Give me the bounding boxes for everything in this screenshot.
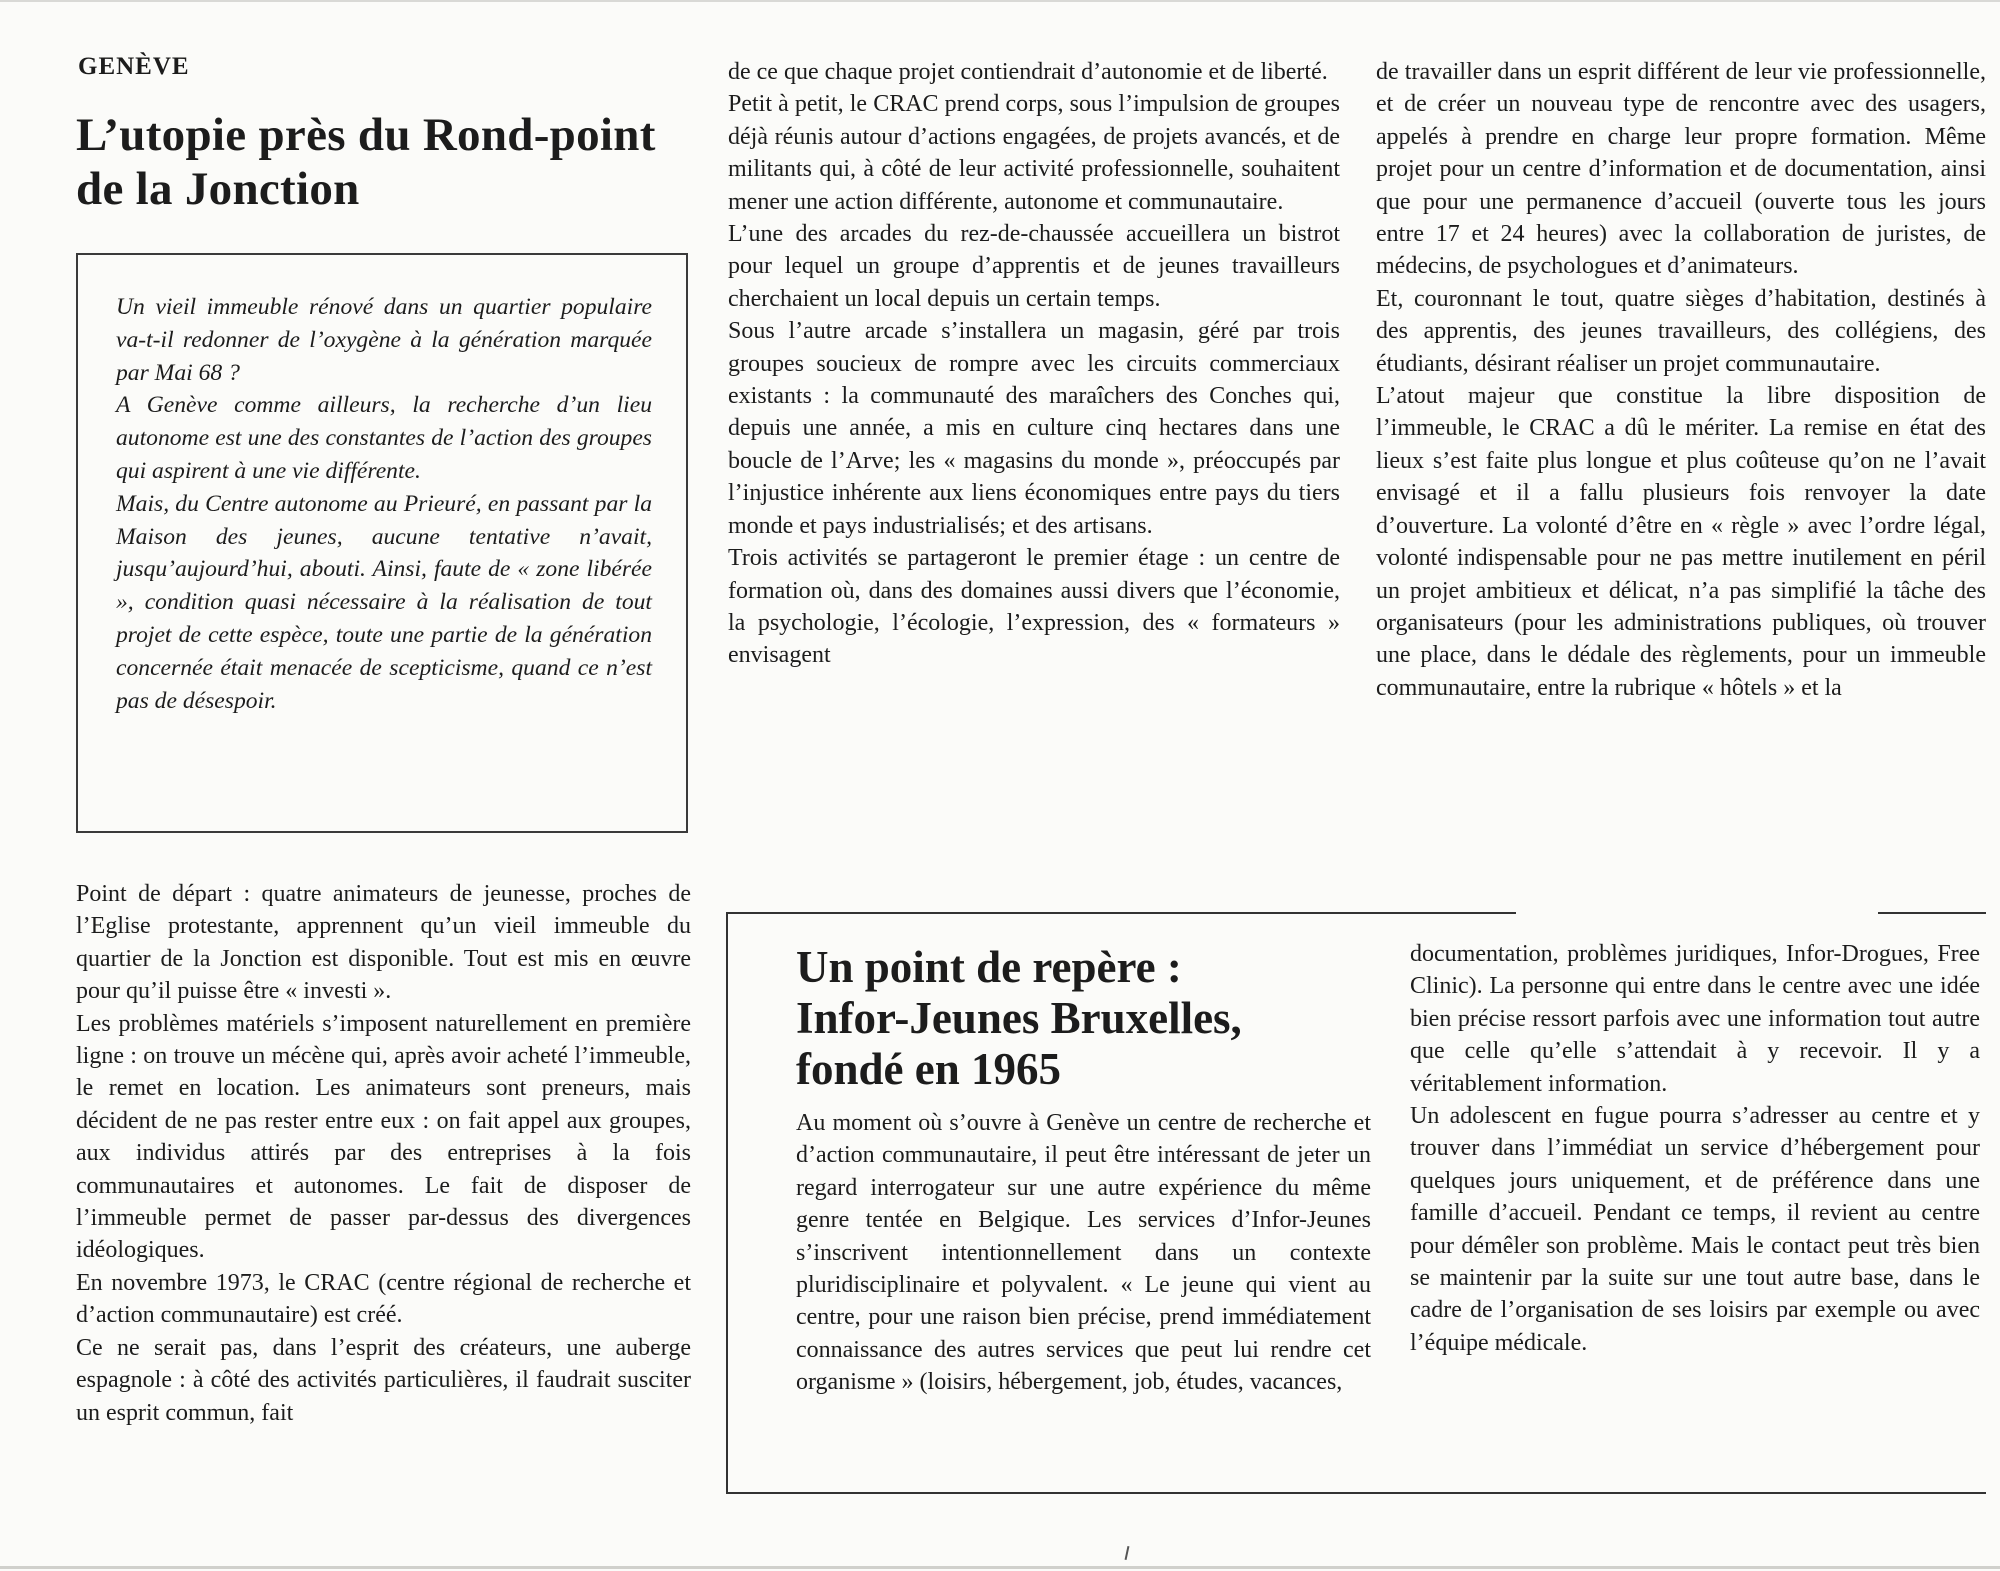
article-column-1 <box>76 52 691 1429</box>
headline-line-1: L’utopie près du Rond-point <box>76 109 656 161</box>
sidebar-title <box>796 942 1371 1095</box>
article-column-2 <box>728 56 1340 672</box>
intro-box <box>76 253 688 833</box>
sidebar-left-rule <box>726 912 728 1494</box>
article-headline <box>76 108 691 216</box>
body-paragraph: de travailler dans un esprit différent de leur vie professionnelle, et de créer un nouveau type de rencontre avec des usagers, appelés à prendre en charge leur propre formation. Même projet pour un centre d’information et de documentation, ainsi que pour une permanence d’accueil (ouverte tous les jours entre 17 et 24 heures) avec la collaboration de juristes, de médecins, de psychologues et d’animateurs. <box>1376 59 1986 280</box>
sidebar-title-line-2: Infor-Jeunes Bruxelles, <box>796 993 1242 1043</box>
sidebar-left-column <box>796 942 1371 1399</box>
body-paragraph: Petit à petit, le CRAC prend corps, sous l’impulsion de groupes déjà réunis autour d’actions engagées, de projets avancés, et de militants qui, à côté de leur activité professionnelle, souhaitent mener une action différente, autonome et communautaire. <box>728 91 1340 215</box>
scan-top-edge <box>0 0 2000 2</box>
intro-paragraph: Mais, du Centre autonome au Prieuré, en passant par la Maison des jeunes, aucune tentative n’avait, jusqu’aujourd’hui, abouti. Ainsi, faute de « zone libérée », condition quasi nécessaire à la réalisation de tout projet de cette espèce, toute une partie de la génération concernée était menacée de scepticisme, quand ce n’est pas de désespoir. <box>116 490 652 714</box>
scan-mark <box>1125 1546 1130 1560</box>
scan-bottom-edge <box>0 1566 2000 1569</box>
sidebar-right-column <box>1410 938 1980 1359</box>
body-paragraph: Point de départ : quatre animateurs de jeunesse, proches de l’Eglise protestante, apprennent qu’un vieil immeuble du quartier de la Jonction est disponible. Tout est mis en œuvre pour qu’il puisse être « investi ». <box>76 881 691 1005</box>
body-paragraph: En novembre 1973, le CRAC (centre régional de recherche et d’action communautaire) est créé. <box>76 1269 691 1329</box>
body-paragraph: L’une des arcades du rez-de-chaussée accueillera un bistrot pour lequel un groupe d’apprentis et de jeunes travailleurs cherchaient un local depuis un certain temps. <box>728 221 1340 312</box>
article-column-3 <box>1376 56 1986 704</box>
sidebar-title-line-3: fondé en 1965 <box>796 1044 1062 1094</box>
sidebar-paragraph: Au moment où s’ouvre à Genève un centre de recherche et d’action communautaire, il peut être intéressant de jeter un regard interrogateur sur une autre expérience du même genre tentée en Belgique. Les services d’Infor-Jeunes s’inscrivent intentionnellement dans un contexte pluridisciplinaire et polyvalent. « Le jeune qui vient au centre, pour une raison bien précise, prend immédiatement connaissance des autres services que peut lui rendre cet organisme » (loisirs, hébergement, job, études, vacances, <box>796 1110 1371 1396</box>
section-kicker: GENÈVE <box>78 53 190 80</box>
column-1-body <box>76 878 691 1429</box>
sidebar-paragraph: documentation, problèmes juridiques, Infor-Drogues, Free Clinic). La personne qui entre dans le centre avec une idée bien précise ressort parfois avec une information tout autre que celle qu’elle s’attendait à y recevoir. Il y a véritablement information. <box>1410 941 1980 1097</box>
body-paragraph: L’atout majeur que constitue la libre disposition de l’immeuble, le CRAC a dû le mériter. La remise en état des lieux s’est faite plus longue et plus coûteuse qu’on ne l’avait envisagé et il a fallu plusieurs fois renvoyer la date d’ouverture. La volonté d’être en « règle » avec l’ordre légal, volonté indispensable pour ne pas mettre inutilement en péril un projet ambitieux et délicat, n’a pas simplifié la tâche des organisateurs (pour les administrations publiques, où trouver une place, dans le dédale des règlements, pour un immeuble communautaire, entre la rubrique « hôtels » et la <box>1376 383 1986 701</box>
headline-line-2: de la Jonction <box>76 163 360 215</box>
body-paragraph: Et, couronnant le tout, quatre sièges d’habitation, destinés à des apprentis, des jeunes travailleurs, des collégiens, des étudiants, désirant réaliser un projet communautaire. <box>1376 285 1986 377</box>
intro-paragraph: A Genève comme ailleurs, la recherche d’un lieu autonome est une des constantes de l’action des groupes qui aspirent à une vie différente. <box>116 392 652 484</box>
sidebar-left-text <box>796 1107 1371 1399</box>
sidebar-paragraph: Un adolescent en fugue pourra s’adresser au centre et y trouver dans l’immédiat un service d’hébergement pour quelques jours uniquement, et de préférence dans une famille d’accueil. Pendant ce temps, il revient au centre pour démêler son problème. Mais le contact peut très bien se maintenir par la suite sur une tout autre base, dans le cadre de l’organisation de ses loisirs par exemple ou avec l’équipe médicale. <box>1410 1103 1980 1356</box>
body-paragraph: Sous l’autre arcade s’installera un magasin, géré par trois groupes soucieux de rompre avec les circuits commerciaux existants : la communauté des maraîchers des Conches qui, depuis une année, a mis en culture cinq hectares dans une boucle de l’Arve; les « magasins du monde », préoccupés par l’injustice inhérente aux liens économiques entre pays du tiers monde et pays industrialisés; et des artisans. <box>728 318 1340 539</box>
sidebar-box <box>726 912 1986 1494</box>
intro-paragraph: Un vieil immeuble rénové dans un quartier populaire va-t-il redonner de l’oxygène à la génération marquée par Mai 68 ? <box>116 294 652 386</box>
body-paragraph: Trois activités se partageront le premier étage : un centre de formation où, dans des domaines aussi divers que l’économie, la psychologie, l’écologie, l’expression, des « formateurs » envisagent <box>728 545 1340 669</box>
sidebar-top-rule-right <box>1878 912 1986 914</box>
sidebar-top-rule <box>726 912 1516 914</box>
sidebar-title-line-1: Un point de repère : <box>796 942 1182 992</box>
body-paragraph: Ce ne serait pas, dans l’esprit des créateurs, une auberge espagnole : à côté des activités particulières, il faudrait susciter un esprit commun, fait <box>76 1334 691 1426</box>
body-paragraph: Les problèmes matériels s’imposent naturellement en première ligne : on trouve un mécène qui, après avoir acheté l’immeuble, le remet en location. Les animateurs sont preneurs, mais décident de ne pas rester entre eux : on fait appel aux groupes, aux individus attirés par des entreprises à la fois communautaires et autonomes. Le fait de disposer de l’immeuble permet de passer par-dessus des divergences idéologiques. <box>76 1010 691 1264</box>
sidebar-bottom-rule <box>726 1492 1986 1494</box>
body-paragraph: de ce que chaque projet contiendrait d’autonomie et de liberté. <box>728 59 1328 85</box>
